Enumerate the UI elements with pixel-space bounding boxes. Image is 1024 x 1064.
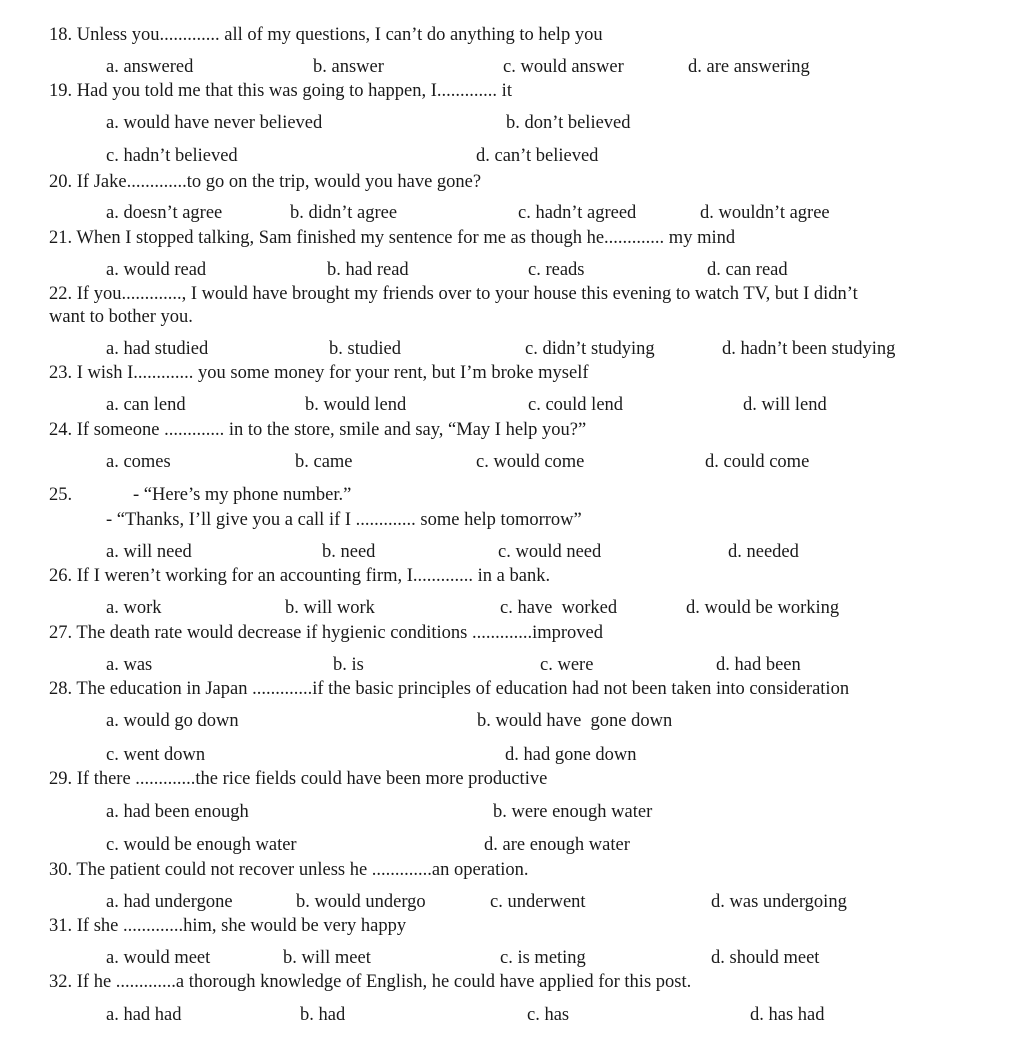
option-c: c. could lend xyxy=(528,395,624,415)
option-d: d. should meet xyxy=(711,948,820,968)
option-d: d. can read xyxy=(707,260,788,280)
option-a: a. comes xyxy=(106,452,171,472)
question-stem: 27. The death rate would decrease if hygienic conditions .............improved xyxy=(49,623,603,643)
option-c: c. would need xyxy=(498,542,602,562)
option-b: b. don’t believed xyxy=(506,113,631,133)
option-a: a. will need xyxy=(106,542,192,562)
option-a: a. would read xyxy=(106,260,207,280)
question-stem: 31. If she .............him, she would be very happy xyxy=(49,916,407,936)
option-c: c. is meting xyxy=(500,948,586,968)
option-d: d. could come xyxy=(705,452,810,472)
option-b: b. had read xyxy=(327,260,409,280)
option-c: c. would come xyxy=(476,452,585,472)
option-c: c. reads xyxy=(528,260,585,280)
question-stem: 20. If Jake.............to go on the trip, would you have gone? xyxy=(49,172,482,192)
option-c: c. hadn’t believed xyxy=(106,146,238,166)
option-d: d. will lend xyxy=(743,395,827,415)
question-number: 25. xyxy=(49,485,73,505)
option-d: d. was undergoing xyxy=(711,892,847,912)
option-a: a. work xyxy=(106,598,162,618)
option-d: d. are enough water xyxy=(484,835,630,855)
option-c: c. would be enough water xyxy=(106,835,297,855)
question-stem-continued: want to bother you. xyxy=(49,307,193,327)
question-stem: 23. I wish I............. you some money for your rent, but I’m broke myself xyxy=(49,363,589,383)
question-stem: 24. If someone ............. in to the store, smile and say, “May I help you?” xyxy=(49,420,587,440)
option-c: c. didn’t studying xyxy=(525,339,655,359)
question-stem: 22. If you............., I would have brought my friends over to your house this evening to watch TV, but I didn’t xyxy=(49,284,858,304)
option-a: a. doesn’t agree xyxy=(106,203,223,223)
option-d: d. are answering xyxy=(688,57,810,77)
option-a: a. can lend xyxy=(106,395,186,415)
option-d: d. wouldn’t agree xyxy=(700,203,830,223)
option-c: c. would answer xyxy=(503,57,624,77)
option-a: a. would go down xyxy=(106,711,239,731)
option-b: b. didn’t agree xyxy=(290,203,398,223)
question-stem: 30. The patient could not recover unless he .............an operation. xyxy=(49,860,529,880)
option-b: b. need xyxy=(322,542,376,562)
option-a: a. had undergone xyxy=(106,892,233,912)
option-b: b. had xyxy=(300,1005,346,1025)
question-stem: 28. The education in Japan .............if the basic principles of education had not been taken into consideration xyxy=(49,679,850,699)
option-b: b. came xyxy=(295,452,353,472)
option-b: b. would lend xyxy=(305,395,407,415)
option-d: d. needed xyxy=(728,542,799,562)
option-b: b. studied xyxy=(329,339,401,359)
option-c: c. has xyxy=(527,1005,570,1025)
option-b: b. will meet xyxy=(283,948,371,968)
option-b: b. would undergo xyxy=(296,892,426,912)
option-d: d. had been xyxy=(716,655,801,675)
question-stem: 32. If he .............a thorough knowledge of English, he could have applied for this post. xyxy=(49,972,692,992)
option-c: c. underwent xyxy=(490,892,586,912)
option-c: c. have worked xyxy=(500,598,618,618)
option-a: a. would meet xyxy=(106,948,211,968)
option-b: b. is xyxy=(333,655,364,675)
option-d: d. had gone down xyxy=(505,745,637,765)
option-b: b. were enough water xyxy=(493,802,653,822)
dialog-line: - “Thanks, I’ll give you a call if I ............. some help tomorrow” xyxy=(106,510,582,530)
option-d: d. would be working xyxy=(686,598,840,618)
question-stem: 26. If I weren’t working for an accounting firm, I............. in a bank. xyxy=(49,566,551,586)
option-a: a. had been enough xyxy=(106,802,249,822)
option-b: b. answer xyxy=(313,57,384,77)
option-a: a. answered xyxy=(106,57,194,77)
option-d: d. has had xyxy=(750,1005,825,1025)
option-d: d. can’t believed xyxy=(476,146,599,166)
option-a: a. had studied xyxy=(106,339,209,359)
question-stem: 29. If there .............the rice fields could have been more productive xyxy=(49,769,548,789)
option-c: c. went down xyxy=(106,745,206,765)
option-a: a. was xyxy=(106,655,153,675)
dialog-line: - “Here’s my phone number.” xyxy=(133,485,352,505)
option-c: c. were xyxy=(540,655,594,675)
option-a: a. had had xyxy=(106,1005,182,1025)
option-a: a. would have never believed xyxy=(106,113,323,133)
option-c: c. hadn’t agreed xyxy=(518,203,637,223)
option-b: b. would have gone down xyxy=(477,711,673,731)
question-stem: 18. Unless you............. all of my questions, I can’t do anything to help you xyxy=(49,25,603,45)
question-stem: 19. Had you told me that this was going to happen, I............. it xyxy=(49,81,512,101)
question-stem: 21. When I stopped talking, Sam finished my sentence for me as though he............. my mind xyxy=(49,228,736,248)
option-b: b. will work xyxy=(285,598,375,618)
option-d: d. hadn’t been studying xyxy=(722,339,896,359)
